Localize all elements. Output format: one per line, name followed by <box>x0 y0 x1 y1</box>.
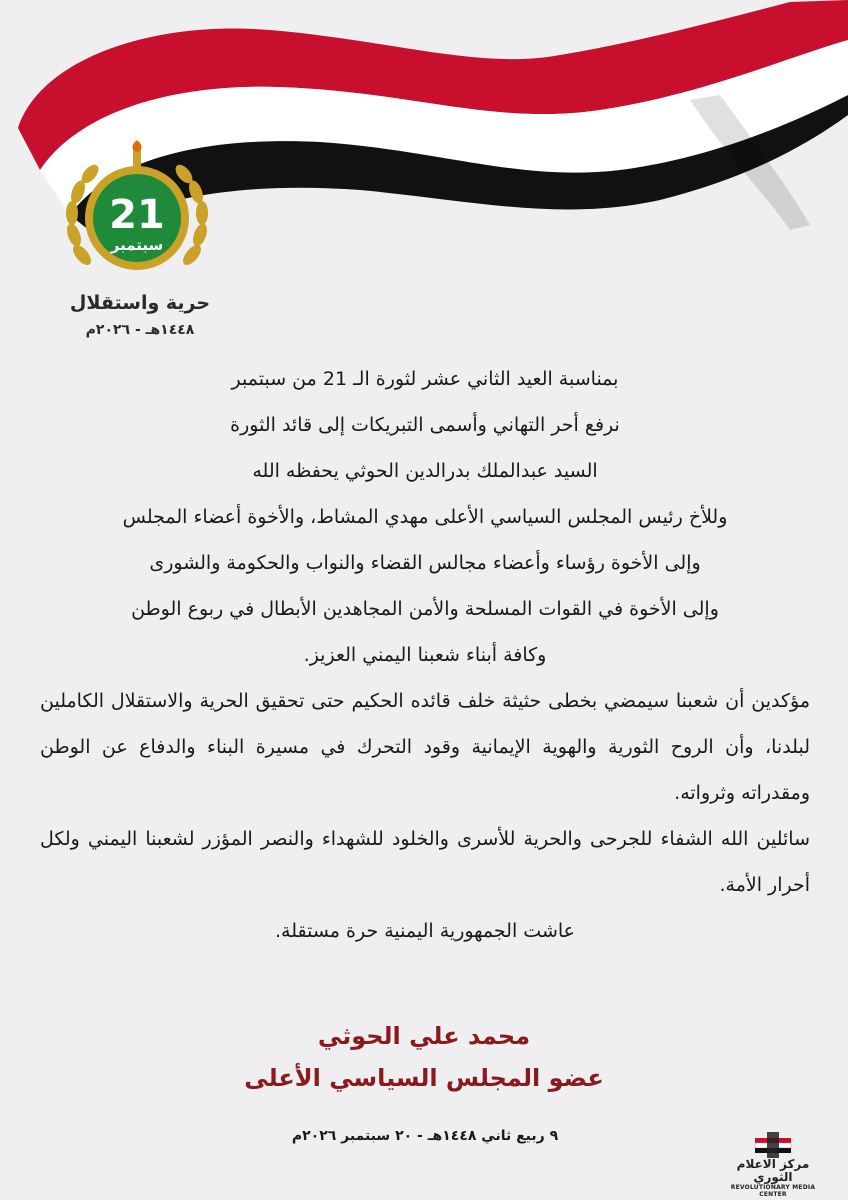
body-line: نرفع أحر التهاني وأسمى التبريكات إلى قائد الثورة <box>230 414 620 436</box>
emblem-number: 21 <box>109 192 165 238</box>
september-21-emblem <box>52 140 222 290</box>
body-line: وإلى الأخوة في القوات المسلحة والأمن المجاهدين الأبطال في ربوع الوطن <box>131 598 719 620</box>
body-paragraph: سائلين الله الشفاء للجرحى والحرية للأسرى والخلود للشهداء والنصر المؤزر لشعبنا اليمني ولكل أحرار الأمة. <box>40 828 810 896</box>
footer-date: ٩ ربيع ثاني ١٤٤٨هـ - ٢٠ سبتمبر ٢٠٢٦م <box>291 1128 559 1144</box>
body-line: بمناسبة العيد الثاني عشر لثورة الـ 21 من سبتمبر <box>231 368 619 390</box>
body-paragraph: مؤكدين أن شعبنا سيمضي بخطى حثيثة خلف قائده الحكيم حتى تحقيق الحرية والاستقلال الكاملين لبلدنا، وأن الروح الثورية والهوية الإيمانية وقود التحرك في مسيرة البناء والدفاع عن الوطن ومقدراته وثرواته. <box>40 690 810 804</box>
emblem-month: سبتمبر <box>110 236 164 254</box>
header-date: ١٤٤٨هـ - ٢٠٢٦م <box>85 322 195 338</box>
signatory-title: عضو المجلس السياسي الأعلى <box>244 1064 604 1092</box>
torch-icon <box>132 140 141 168</box>
logo-english-name: REVOLUTIONARY MEDIA CENTER <box>730 1184 816 1198</box>
media-center-logo <box>718 1132 828 1198</box>
body-line: وللأخ رئيس المجلس السياسي الأعلى مهدي المشاط، والأخوة أعضاء المجلس <box>122 506 728 528</box>
media-center-logo-icon <box>753 1132 793 1158</box>
body-line: السيد عبدالملك بدرالدين الحوثي يحفظه الله <box>252 460 598 482</box>
body-closing: عاشت الجمهورية اليمنية حرة مستقلة. <box>274 920 575 942</box>
signatory-name: محمد علي الحوثي <box>317 1022 531 1050</box>
slogan: حرية واستقلال <box>69 292 211 314</box>
body-line: وإلى الأخوة رؤساء وأعضاء مجالس القضاء والنواب والحكومة والشورى <box>149 552 701 574</box>
statement-body <box>40 356 810 954</box>
body-line: وكافة أبناء شعبنا اليمني العزيز. <box>303 644 547 666</box>
logo-arabic-name: مركز الاعلام الثوري <box>736 1157 810 1184</box>
